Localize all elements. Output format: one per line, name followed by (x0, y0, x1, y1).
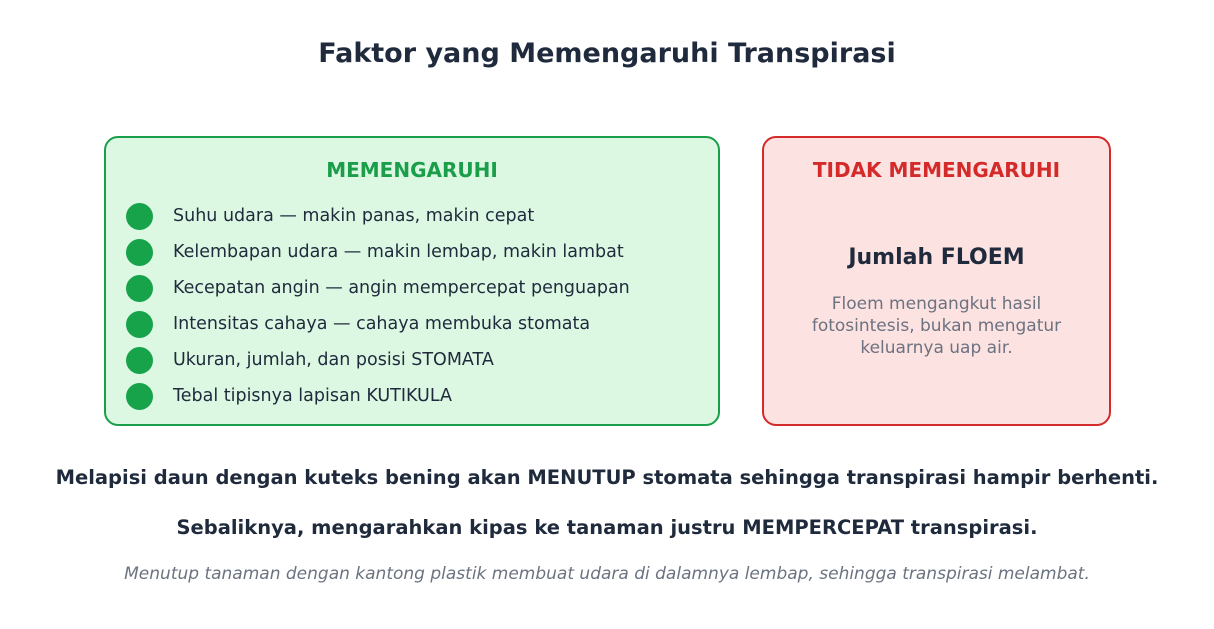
not-affecting-box (762, 136, 1111, 426)
factor-label: Intensitas cahaya — cahaya membuka stomata (173, 314, 591, 334)
factor-label: Suhu udara — makin panas, makin cepat (173, 206, 535, 226)
affecting-heading: MEMENGARUHI (326, 158, 498, 182)
statement-fan: Sebaliknya, mengarahkan kipas ke tanaman justru MEMPERCEPAT transpirasi. (176, 516, 1038, 539)
note-line: keluarnya uap air. (860, 338, 1013, 358)
bullet-dot-icon (126, 239, 153, 266)
affecting-factors-box (104, 136, 720, 426)
not-affecting-note (784, 293, 1089, 359)
statement-plastic-bag-note: Menutup tanaman dengan kantong plastik membuat udara di dalamnya lembap, sehingga transpirasi melambat. (124, 564, 1090, 584)
factor-item (126, 346, 494, 374)
not-affecting-heading: TIDAK MEMENGARUHI (812, 158, 1061, 182)
statement-coating: Melapisi daun dengan kuteks bening akan MENUTUP stomata sehingga transpirasi hampir berhenti. (55, 466, 1159, 489)
factor-item (126, 202, 534, 230)
bullet-dot-icon (126, 203, 153, 230)
factor-item (126, 238, 624, 266)
bullet-dot-icon (126, 383, 153, 410)
bullet-dot-icon (126, 275, 153, 302)
factor-label: Tebal tipisnya lapisan KUTIKULA (173, 386, 452, 406)
factor-label: Kelembapan udara — makin lembap, makin lambat (173, 242, 624, 262)
bullet-dot-icon (126, 347, 153, 374)
factor-label: Ukuran, jumlah, dan posisi STOMATA (173, 350, 494, 370)
factor-item (126, 382, 452, 410)
note-line: fotosintesis, bukan mengatur (811, 316, 1062, 336)
note-line: Floem mengangkut hasil (831, 294, 1042, 314)
not-affecting-item: Jumlah FLOEM (848, 245, 1025, 270)
factor-item (126, 310, 590, 338)
page-title: Faktor yang Memengaruhi Transpirasi (318, 38, 896, 69)
bullet-dot-icon (126, 311, 153, 338)
factor-label: Kecepatan angin — angin mempercepat penguapan (173, 278, 630, 298)
factor-item (126, 274, 630, 302)
